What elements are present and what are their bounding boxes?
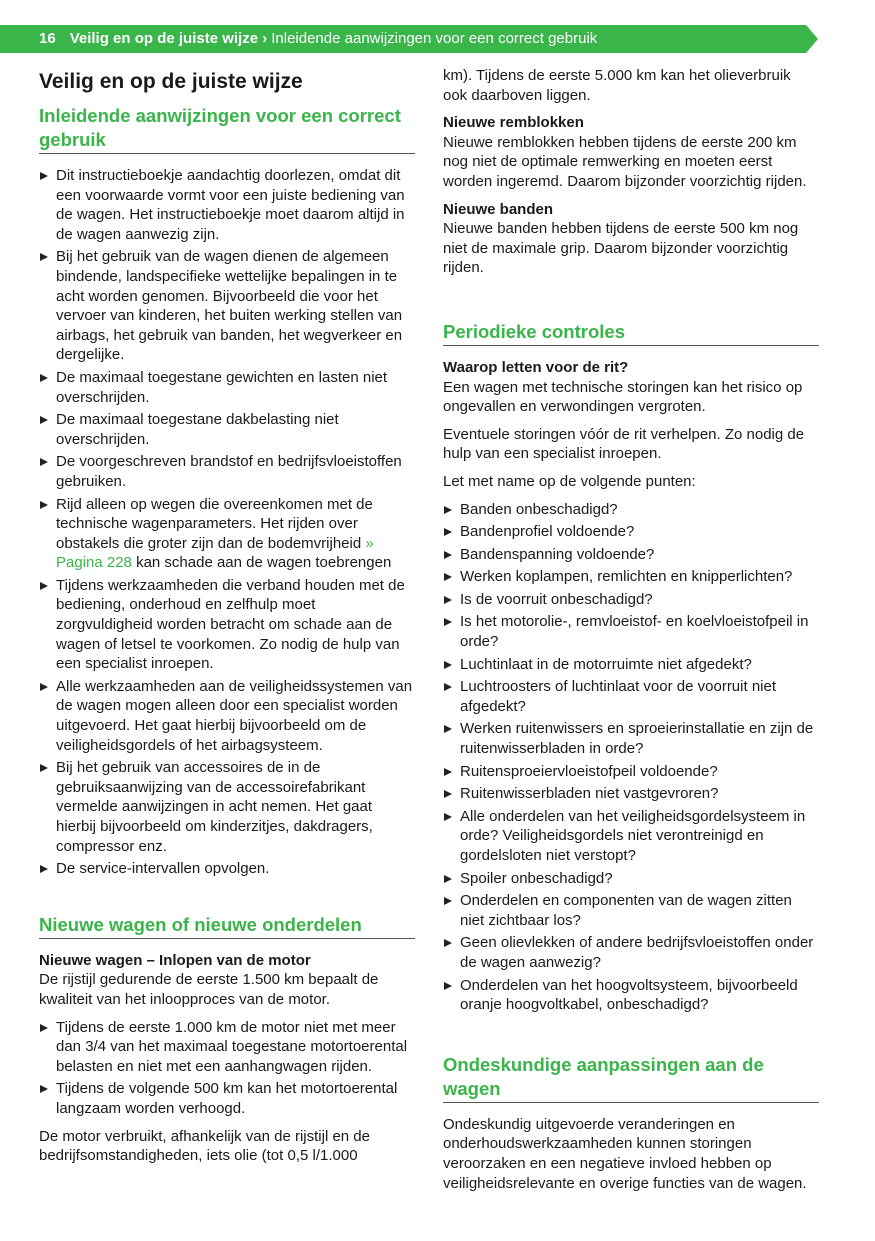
check-item: Ruitenwisserbladen niet vastgevroren? xyxy=(443,784,819,804)
heading-modifications: Ondeskundige aanpassingen aan de wagen xyxy=(443,1053,819,1103)
run-in-text: De rijstijl gedurende de eerste 1.500 km bepaalt de kwaliteit van het inloopproces van de motor. xyxy=(39,971,379,1008)
right-column xyxy=(443,66,819,1201)
oil-text: De motor verbruikt, afhankelijk van de rijstijl en de bedrijfsomstandigheden, iets olie (tot 0,5 l/1.000 xyxy=(39,1127,370,1165)
check-item: Alle onderdelen van het veiligheidsgordelsysteem in orde? Veiligheidsgordels niet verontreinigd en gordelsloten niet verstopt? xyxy=(443,807,819,866)
before-text: Een wagen met technische storingen kan het risico op ongevallen en verwondingen vergroten. xyxy=(443,378,803,416)
oil-text-continued: km). Tijdens de eerste 5.000 km kan het olieverbruik ook daarboven liggen. xyxy=(443,67,791,104)
check-item: Onderdelen en componenten van de wagen zitten niet zichtbaar los? xyxy=(443,891,819,930)
list-item: Tijdens werkzaamheden die verband houden met de bediening, onderhoud en zelfhulp moet zorgvuldigheid worden betracht om schade aan de wagen of letsel te voorkomen. Zo nodig de hulp van een specialist inroepen. xyxy=(39,576,415,674)
check-item: Geen olievlekken of andere bedrijfsvloeistoffen onder de wagen aanwezig? xyxy=(443,933,819,972)
subheading-tyres: Nieuwe banden xyxy=(443,200,554,218)
list-item: De maximaal toegestane dakbelasting niet overschrijden. xyxy=(39,410,415,449)
heading-new-vehicle: Nieuwe wagen of nieuwe onderdelen xyxy=(39,913,415,939)
brakes-text: Nieuwe remblokken hebben tijdens de eerste 200 km nog niet de optimale remwerking en moeten eerst worden ingeremd. Daarom bijzonder voorzichtig rijden. xyxy=(443,133,807,190)
checks-list xyxy=(443,500,819,1015)
list-item: Alle werkzaamheden aan de veiligheidssystemen van de wagen mogen alleen door een specialist worden uitgevoerd. Het gaat hierbij bijvoorbeeld om de veiligheidsgordels of het airbagsysteem. xyxy=(39,677,415,755)
check-item: Onderdelen van het hoogvoltsysteem, bijvoorbeeld oranje hoogvoltkabel, onbeschadigd? xyxy=(443,976,819,1015)
check-item: Is het motorolie-, remvloeistof- en koelvloeistofpeil in orde? xyxy=(443,612,819,651)
intro-list xyxy=(39,166,415,879)
check-item: Werken koplampen, remlichten en knipperlichten? xyxy=(443,567,819,587)
list-item xyxy=(39,495,415,573)
page-number: 16 xyxy=(39,30,56,47)
attention-text: Let met name op de volgende punten: xyxy=(443,472,696,490)
list-item: De service-intervallen opvolgen. xyxy=(39,859,415,879)
subheading-before-drive: Waarop letten voor de rit? xyxy=(443,358,629,376)
check-item: Is de voorruit onbeschadigd? xyxy=(443,590,819,610)
page-title: Veilig en op de juiste wijze xyxy=(39,70,303,93)
check-item: Spoiler onbeschadigd? xyxy=(443,869,819,889)
page-header-bar xyxy=(0,25,806,53)
list-item: Tijdens de eerste 1.000 km de motor niet met meer dan 3/4 van het maximaal toegestane motortoerental belasten en niet met een aanhangwagen rijden. xyxy=(39,1018,415,1077)
breadcrumb-subsection: Inleidende aanwijzingen voor een correct gebruik xyxy=(271,30,598,47)
list-item-text: kan schade aan de wagen toebrengen xyxy=(136,554,392,572)
check-item: Werken ruitenwissers en sproeierinstallatie en zijn de ruitenwisserbladen in orde? xyxy=(443,719,819,758)
subheading-run-in: Nieuwe wagen – Inlopen van de motor xyxy=(39,951,311,969)
list-item: Bij het gebruik van de wagen dienen de algemeen bindende, landspecifieke wettelijke bepalingen in te acht worden genomen. Bijvoorbeeld die voor het vervoer van kinderen, het buiten werking stellen van airbags, het gebruik van banden, het wegverkeer en dergelijke. xyxy=(39,247,415,365)
list-item: De voorgeschreven brandstof en bedrijfsvloeistoffen gebruiken. xyxy=(39,452,415,491)
list-item: Tijdens de volgende 500 km kan het motortoerental langzaam worden verhoogd. xyxy=(39,1079,415,1118)
modifications-text: Ondeskundig uitgevoerde veranderingen en onderhoudswerkzaamheden kunnen storingen veroorzaken en een negatieve invloed hebben op veiligheidsrelevante en overige functies van de wagen. xyxy=(443,1115,807,1192)
list-item-text: Rijd alleen op wegen die overeenkomen met de technische wagenparameters. Het rijden over obstakels die groter zijn dan de bodemvrijheid xyxy=(56,495,373,552)
heading-periodic-checks: Periodieke controles xyxy=(443,320,819,346)
check-item: Ruitensproeiervloeistofpeil voldoende? xyxy=(443,762,819,782)
tyres-text: Nieuwe banden hebben tijdens de eerste 500 km nog niet de maximale grip. Daarom bijzonder voorzichtig rijden. xyxy=(443,220,799,277)
list-item: Dit instructieboekje aandachtig doorlezen, omdat dit een voorwaarde vormt voor een juiste bediening van de wagen. Het instructieboekje moet daarom altijd in de wagen aanwezig zijn. xyxy=(39,166,415,244)
breadcrumb-section: Veilig en op de juiste wijze › xyxy=(69,30,268,47)
check-item: Luchtroosters of luchtinlaat voor de voorruit niet afgedekt? xyxy=(443,677,819,716)
run-in-list xyxy=(39,1018,415,1119)
left-column xyxy=(39,66,415,1174)
list-item: De maximaal toegestane gewichten en lasten niet overschrijden. xyxy=(39,368,415,407)
check-item: Banden onbeschadigd? xyxy=(443,500,819,520)
check-item: Bandenprofiel voldoende? xyxy=(443,522,819,542)
heading-intro: Inleidende aanwijzingen voor een correct gebruik xyxy=(39,104,415,154)
page-link[interactable]: » Pagina 228 xyxy=(56,534,374,572)
check-item: Bandenspanning voldoende? xyxy=(443,545,819,565)
list-item: Bij het gebruik van accessoires de in de gebruiksaanwijzing van de accessoirefabrikant vermelde aanwijzingen in acht nemen. Het gaat hierbij bijvoorbeeld om kinderzitjes, dakdragers, compressor enz. xyxy=(39,758,415,856)
subheading-brakes: Nieuwe remblokken xyxy=(443,114,584,132)
check-item: Luchtinlaat in de motorruimte niet afgedekt? xyxy=(443,655,819,675)
fix-text: Eventuele storingen vóór de rit verhelpen. Zo nodig de hulp van een specialist inroepen. xyxy=(443,425,805,463)
